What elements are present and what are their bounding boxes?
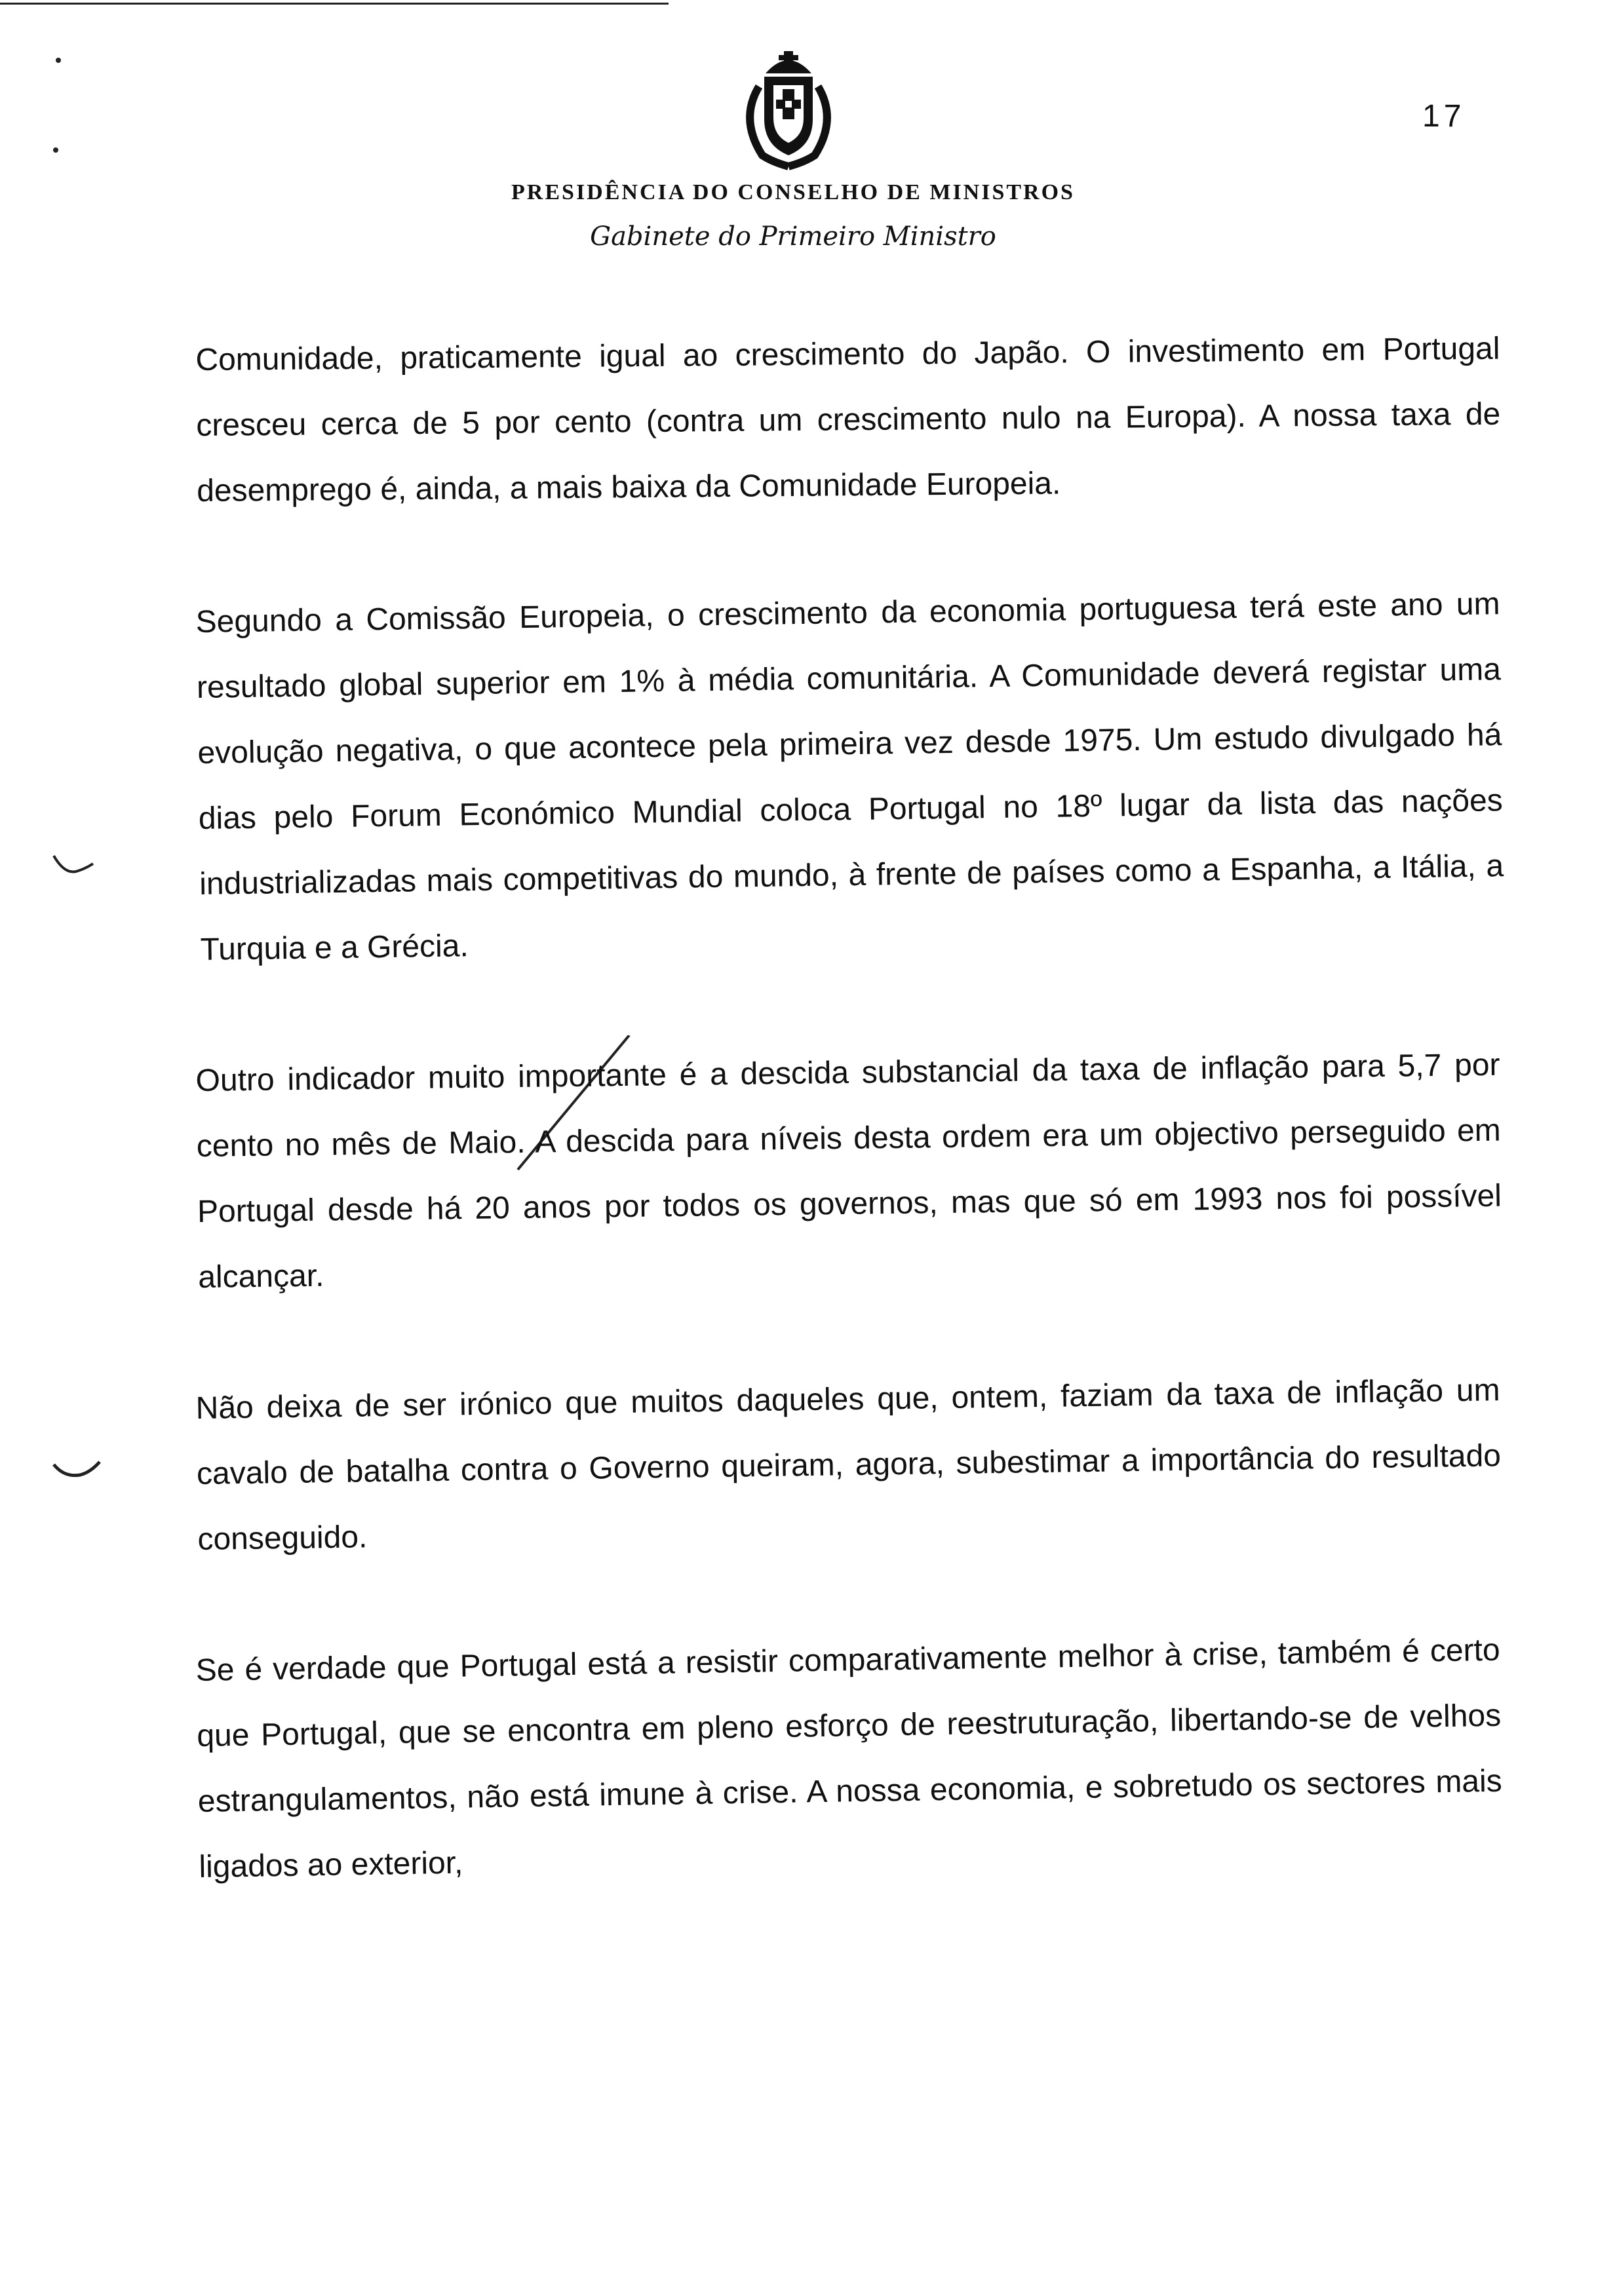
paragraph: Segundo a Comissão Europeia, o crescimento da economia portuguesa terá este ano um resultado global superior em 1% à média comunitária. A Comunidade deverá registar uma evolução negativa, o que acontece pela primeira vez desde 1975. Um estudo divulgado há dias pelo Forum Económico Mundial coloca Portugal no 18º lugar da lista das nações industrializadas mais competitivas do mundo, à frente de países como a Espanha, a Itália, a Turquia e a Grécia. bbox=[195, 586, 1504, 967]
paragraph: Outro indicador muito importante é a descida substancial da taxa de inflação para 5,7 por cento no mês de Maio. A descida para níveis desta ordem era um objectivo perseguido em Portugal desde há 20 anos por todos os governos, mas que só em 1993 nos foi possível alcançar. bbox=[195, 1047, 1502, 1295]
header-cabinet: Gabinete do Primeiro Ministro bbox=[590, 221, 996, 252]
coat-of-arms-icon bbox=[733, 47, 844, 172]
margin-dot-mark bbox=[54, 56, 63, 65]
page-number: 17 bbox=[1422, 99, 1466, 134]
header-organization: PRESIDÊNCIA DO CONSELHO DE MINISTROS bbox=[511, 180, 1075, 204]
paragraph: Não deixa de ser irónico que muitos daqueles que, ontem, faziam da taxa de inflação um cavalo de batalha contra o Governo queiram, agora, subestimar a importância do resultado conseguido. bbox=[195, 1373, 1502, 1557]
margin-check-mark bbox=[51, 1458, 104, 1484]
margin-check-mark bbox=[51, 852, 97, 878]
paragraph: Comunidade, praticamente igual ao crescimento do Japão. O investimento em Portugal cresceu cerca de 5 por cento (contra um crescimento nulo na Europa). A nossa taxa de desemprego é, ainda, a mais baixa da Comunidade Europeia. bbox=[195, 331, 1501, 508]
document-body bbox=[195, 328, 1504, 1966]
margin-dot-mark bbox=[51, 145, 60, 155]
top-rule-divider bbox=[0, 3, 669, 5]
paragraph: Se é verdade que Portugal está a resistir comparativamente melhor à crise, também é certo que Portugal, que se encontra em pleno esforço de reestruturação, libertando-se de velhos estrangulamentos, não está imune à crise. A nossa economia, e sobretudo os sectores mais ligados ao exterior, bbox=[195, 1632, 1503, 1885]
